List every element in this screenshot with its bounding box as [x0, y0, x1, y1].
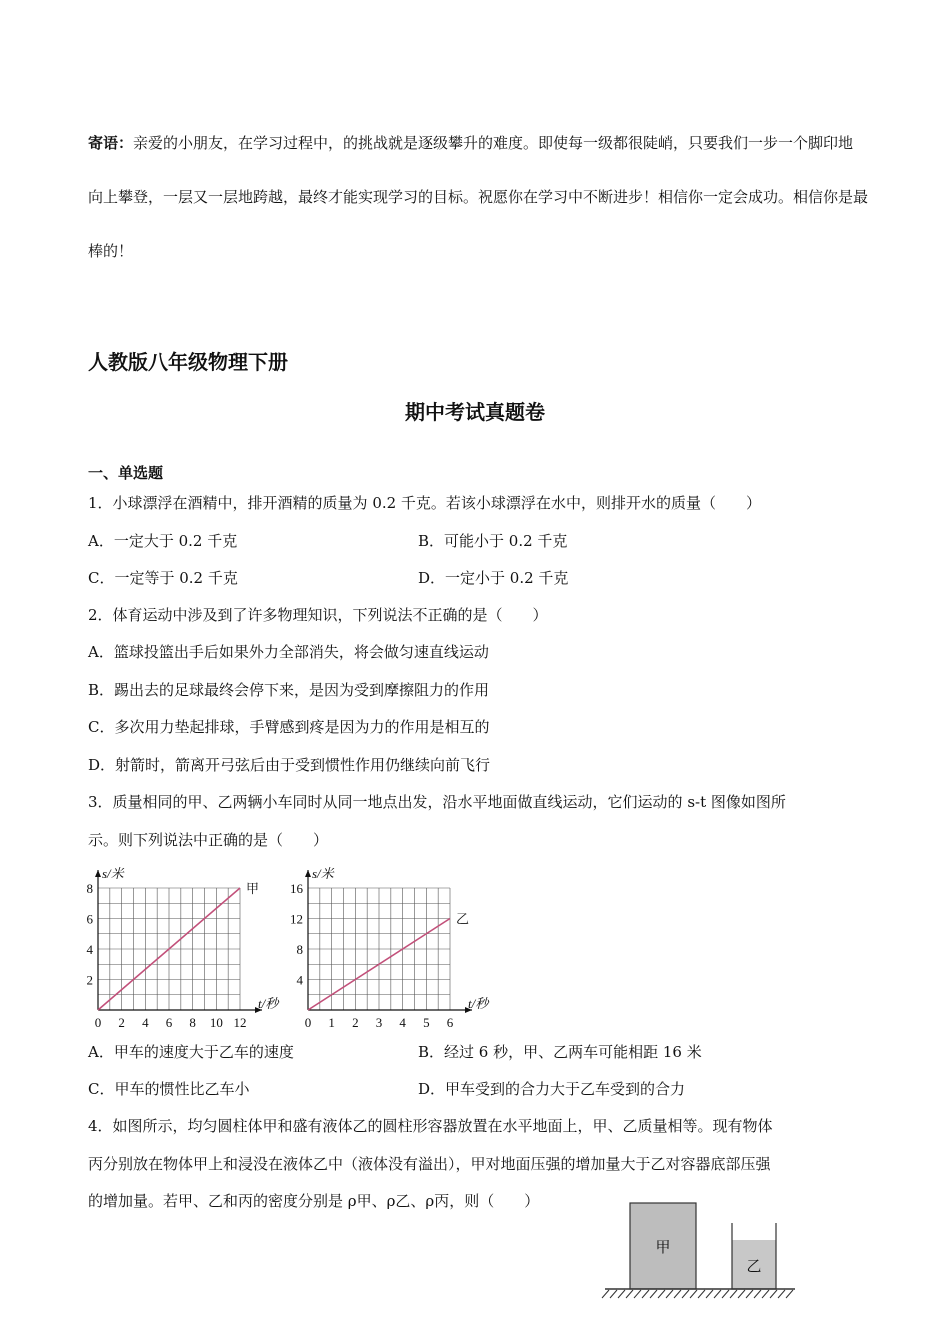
graph-yi-x-tick-label: 6	[446, 1015, 454, 1030]
graph-jia-x-tick-label: 8	[189, 1015, 196, 1030]
graph-jia-series-label: 甲	[246, 881, 260, 896]
graph-jia-y-tick-label: 8	[86, 881, 93, 896]
intro-paragraph	[88, 116, 868, 278]
graph-yi-y-arrow	[305, 870, 311, 877]
graph-yi-x-tick-label: 5	[423, 1015, 430, 1030]
ground-hatch-mark	[722, 1290, 729, 1298]
question-4-line2: 丙分别放在物体甲上和浸没在液体乙中（液体没有溢出），甲对地面压强的增加量大于乙对容器底部压强	[88, 1155, 771, 1173]
question-2-option-d: D．射箭时，箭离开弓弦后由于受到惯性作用仍继续向前飞行	[88, 756, 491, 774]
question-3-option-d: D．甲车受到的合力大于乙车受到的合力	[418, 1080, 686, 1098]
graph-jia-y-tick-label: 6	[86, 911, 93, 927]
graph-jia-x-tick-label: 6	[165, 1015, 173, 1030]
graph-jia-y-tick-label: 4	[86, 942, 93, 957]
ground-hatch-mark	[714, 1290, 721, 1298]
graph-yi-y-label: s/米	[312, 866, 334, 881]
ground-hatch-mark	[610, 1290, 617, 1298]
ground-hatch-mark	[690, 1290, 697, 1298]
container-yi-label: 乙	[746, 1259, 762, 1275]
ground-hatch-mark	[658, 1290, 665, 1298]
ground-hatch-mark	[770, 1290, 777, 1298]
graph-jia-y-label: s/米	[102, 866, 124, 881]
ground-hatch-mark	[650, 1290, 657, 1298]
graph-jia-y-tick-label: 2	[86, 972, 93, 988]
graph-yi-series-label: 乙	[456, 911, 470, 927]
ground-hatch-mark	[634, 1290, 641, 1298]
question-3-stem-line2: 示。则下列说法中正确的是（ ）	[88, 831, 329, 849]
ground-hatch-mark	[706, 1290, 713, 1298]
ground-hatch-mark	[626, 1290, 633, 1298]
question-1-option-b: B．可能小于 0.2 千克	[418, 532, 568, 550]
graph-jia-y-arrow	[95, 870, 101, 877]
cylinder-jia-label: 甲	[655, 1240, 671, 1256]
intro-text: 亲爱的小朋友，在学习过程中，的挑战就是逐级攀升的难度。即使每一级都很陡峭，只要我们一步一个脚印地向上攀登，一层又一层地跨越，最终才能实现学习的目标。祝愿你在学习中不断进步！相信你一定会成功。相信你是最棒的！	[88, 134, 869, 260]
intro-label: 寄语：	[88, 134, 134, 152]
question-3-stem-line1: 3．质量相同的甲、乙两辆小车同时从同一地点出发，沿水平地面做直线运动，它们运动的 s-t 图像如图所	[88, 793, 786, 811]
ground-hatch-mark	[642, 1290, 649, 1298]
st-graph-yi	[280, 855, 495, 1030]
exam-title: 期中考试真题卷	[405, 400, 545, 424]
question-2-option-b: B．踢出去的足球最终会停下来，是因为受到摩擦阻力的作用	[88, 681, 490, 699]
question-1-option-d: D．一定小于 0.2 千克	[418, 569, 569, 587]
cylinder-figure	[595, 1195, 810, 1307]
question-2-option-a: A．篮球投篮出手后如果外力全部消失，将会做匀速直线运动	[88, 643, 489, 661]
graph-yi-x-tick-label: 0	[304, 1015, 312, 1030]
ground-hatch-mark	[682, 1290, 689, 1298]
ground-hatch-mark	[674, 1290, 681, 1298]
ground-hatch-mark	[738, 1290, 745, 1298]
st-graph-jia	[70, 855, 285, 1030]
ground-hatch-mark	[666, 1290, 673, 1298]
graph-yi-x-tick-label: 3	[375, 1015, 383, 1030]
question-3-option-c: C．甲车的惯性比乙车小	[88, 1080, 250, 1098]
ground-hatch-mark	[778, 1290, 785, 1298]
question-3-option-b: B．经过 6 秒，甲、乙两车可能相距 16 米	[418, 1043, 702, 1061]
ground-hatch-mark	[602, 1290, 609, 1298]
section-title: 一、单选题	[88, 464, 164, 482]
graph-yi-y-tick-label: 4	[296, 972, 303, 988]
graph-jia-x-tick-label: 2	[118, 1015, 125, 1030]
ground-hatch-mark	[746, 1290, 753, 1298]
question-4-line3: 的增加量。若甲、乙和丙的密度分别是 ρ甲、ρ乙、ρ丙，则（ ）	[88, 1192, 540, 1210]
graph-yi-y-tick-label: 8	[296, 942, 303, 957]
graph-jia-x-tick-label: 12	[233, 1015, 247, 1030]
graph-yi-x-tick-label: 4	[399, 1015, 406, 1030]
question-1-option-a: A．一定大于 0.2 千克	[88, 532, 238, 550]
ground-hatch-mark	[786, 1290, 793, 1298]
ground-hatch	[602, 1290, 793, 1298]
ground-hatch-mark	[754, 1290, 761, 1298]
graph-jia-x-tick-label: 4	[142, 1015, 149, 1030]
ground-hatch-mark	[698, 1290, 705, 1298]
question-1-stem: 1．小球漂浮在酒精中，排开酒精的质量为 0.2 千克。若该小球漂浮在水中，则排开水的质量（ ）	[88, 494, 761, 512]
graph-yi-x-label: t/秒	[468, 996, 489, 1011]
graph-yi-y-tick-label: 16	[290, 881, 303, 896]
question-1-option-c: C．一定等于 0.2 千克	[88, 569, 238, 587]
question-2-stem: 2．体育运动中涉及到了许多物理知识，下列说法不正确的是（ ）	[88, 606, 548, 624]
ground-hatch-mark	[762, 1290, 769, 1298]
graph-yi-y-tick-label: 12	[290, 911, 303, 927]
graph-jia-x-tick-label: 10	[209, 1015, 223, 1030]
graph-jia-x-tick-label: 0	[94, 1015, 102, 1030]
graph-jia-x-label: t/秒	[258, 996, 279, 1011]
graph-yi-x-tick-label: 2	[352, 1015, 359, 1030]
question-2-option-c: C．多次用力垫起排球，手臂感到疼是因为力的作用是相互的	[88, 718, 490, 736]
book-title: 人教版八年级物理下册	[88, 350, 288, 374]
question-3-option-a: A．甲车的速度大于乙车的速度	[88, 1043, 294, 1061]
ground-hatch-mark	[618, 1290, 625, 1298]
graph-yi-x-tick-label: 1	[328, 1015, 335, 1030]
question-4-line1: 4．如图所示，均匀圆柱体甲和盛有液体乙的圆柱形容器放置在水平地面上，甲、乙质量相等。现有物体	[88, 1117, 773, 1135]
ground-hatch-mark	[730, 1290, 737, 1298]
